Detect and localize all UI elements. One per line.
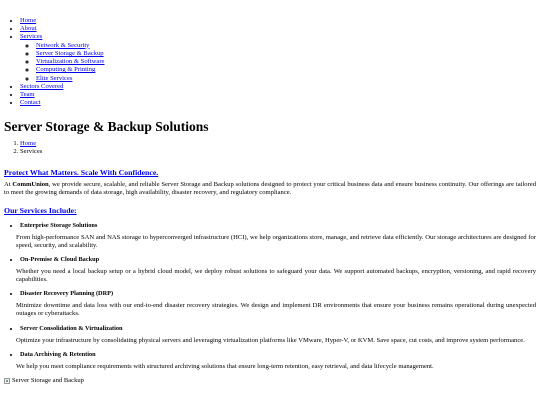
nav-item-services	[20, 33, 536, 82]
services-list	[4, 325, 536, 333]
service-desc-consolidation: Optimize your infrastructure by consolidating physical servers and leveraging virtualization platforms like VMware, Hyper-V, or KVM. Save space, cut costs, and improve system performance.	[16, 336, 525, 344]
services-list	[4, 222, 536, 230]
submenu-item	[36, 58, 536, 66]
services-heading-link[interactable]: Our Services Include:	[4, 206, 77, 216]
breadcrumb	[4, 140, 536, 156]
intro-paragraph	[4, 181, 536, 197]
nav-item-contact	[20, 99, 536, 107]
service-desc-enterprise-storage: From high-performance SAN and NAS storage to hyperconverged infrastructure (HCI), we help organizations store, manage, and retrieve data efficiently. Our storage architectures are designed for speed, security, and scalability.	[16, 233, 536, 249]
nav-link-contact[interactable]: Contact	[20, 99, 41, 107]
nav-item-home	[20, 17, 536, 25]
service-title-enterprise-storage: • Enterprise Storage Solutions	[20, 222, 536, 230]
nav-item-team	[20, 91, 536, 99]
image-alt-text: Server Storage and Backup	[12, 376, 84, 384]
services-list	[4, 290, 536, 298]
services-submenu	[20, 42, 536, 83]
service-title-consolidation: • Server Consolidation & Virtualization	[20, 325, 536, 333]
nav-item-sectors	[20, 83, 536, 91]
services-heading	[4, 206, 536, 215]
nav-link-server-storage[interactable]: Server Storage & Backup	[36, 49, 104, 57]
services-list	[4, 351, 536, 359]
intro-prefix: At	[4, 180, 13, 188]
nav-link-network-security[interactable]: Network & Security	[36, 41, 90, 49]
service-desc-drp: Minimize downtime and data loss with our end-to-end disaster recovery strategies. We design and implement DR environments that ensure your business remains operational during unexpected outages or cyberattacks.	[16, 302, 536, 318]
service-title-archiving: • Data Archiving & Retention	[20, 351, 536, 359]
nav-link-virtualization[interactable]: Virtualization & Software	[36, 58, 105, 66]
page-title: Server Storage & Backup Solutions	[4, 118, 209, 134]
service-desc-archiving: We help you meet compliance requirements with structured archiving solutions that ensure long-term retention, easy retrieval, and data lifecycle management.	[16, 362, 434, 370]
server-storage-image	[4, 377, 536, 385]
breadcrumb-current: 2. Services	[20, 148, 536, 156]
submenu-item	[36, 75, 536, 83]
services-list	[4, 256, 536, 264]
broken-image-icon	[4, 378, 10, 384]
tagline-heading	[4, 168, 536, 177]
service-desc-backup: Whether you need a local backup setup or a hybrid cloud model, we deploy robust solutions to safeguard your data. We support automated backups, encryption, versioning, and rapid recovery capabilities.	[16, 267, 536, 284]
submenu-item	[36, 42, 536, 50]
company-name: CommUnion	[12, 180, 49, 188]
submenu-item	[36, 50, 536, 58]
nav-link-home[interactable]: Home	[20, 17, 37, 24]
breadcrumb-item	[20, 140, 536, 148]
breadcrumb-home-link[interactable]: Home	[20, 140, 37, 148]
nav-item-about	[20, 25, 536, 33]
intro-text: , we provide secure, scalable, and reliable Server Storage and Backup solutions designed to protect your critical business data and ensure business continuity. Our offerings are tailored to meet the growing demands of data storage, high availability, disaster recovery, and regulatory compliance.	[4, 180, 536, 197]
nav-link-services[interactable]: Services	[20, 33, 43, 41]
nav-link-team[interactable]: Team	[20, 91, 35, 99]
nav-link-computing-printing[interactable]: Computing & Printing	[36, 66, 96, 74]
tagline-link[interactable]: Protect What Matters. Scale With Confidence.	[4, 167, 159, 177]
nav-link-sectors[interactable]: Sectors Covered	[20, 82, 64, 90]
nav-link-elite-services[interactable]: Elite Services	[36, 74, 73, 82]
service-title-drp: • Disaster Recovery Planning (DRP)	[20, 290, 536, 298]
submenu-item	[36, 66, 536, 74]
nav-link-about[interactable]: About	[20, 25, 37, 33]
service-title-backup: • On-Premise & Cloud Backup	[20, 256, 536, 264]
main-nav	[4, 17, 536, 108]
